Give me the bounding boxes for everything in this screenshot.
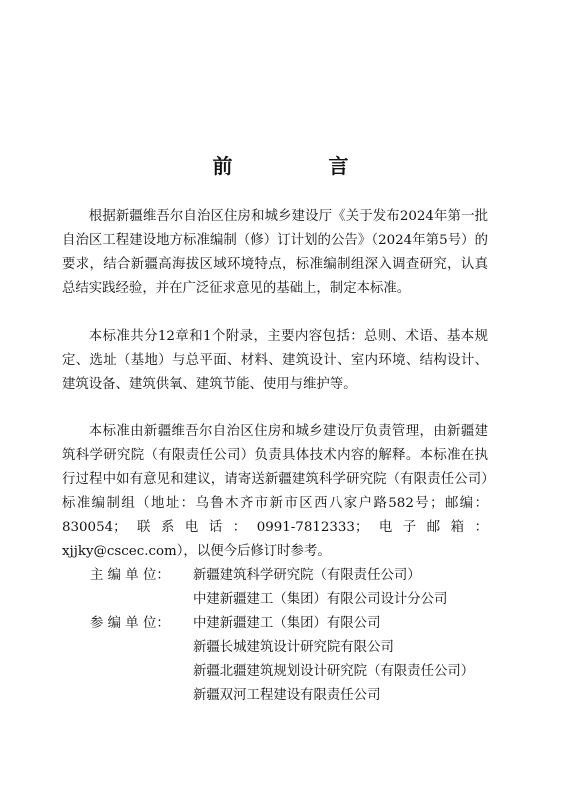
paragraph-management: 本标准由新疆维吾尔自治区住房和城乡建设厅负责管理，由新疆建筑科学研究院（有限责任公司）负责具体技术内容的解释。本标准在执行过程中如有意见和建议，请寄送新疆建筑科学研究院（有限责任公司）标准编制组（地址：乌鲁木齐市新市区西八家户路582号；邮编：830054；联系电话：0991-7812333；电子邮箱：xjjky@cscec.com），以便今后修订时参考。 (62, 424, 488, 559)
participating-unit-row (90, 684, 380, 708)
participating-unit-name: 中建新疆建工（集团）有限公司 (193, 616, 381, 631)
page-title: 前 言 (212, 154, 387, 178)
participating-unit-name: 新疆长城建筑设计研究院有限公司 (193, 640, 394, 655)
participating-unit-row (90, 612, 380, 636)
participating-units-label: 参 编 单 位： (90, 616, 170, 631)
chief-unit-name: 新疆建筑科学研究院（有限责任公司） (193, 568, 421, 583)
participating-unit-row (90, 636, 394, 660)
paragraph-basis: 根据新疆维吾尔自治区住房和城乡建设厅《关于发布2024年第一批自治区工程建设地方标准编制（修）订计划的公告》（2024年第5号）的要求，结合新疆高海拔区域环境特点，标准编制组深入调查研究，认真总结实践经验，并在广泛征求意见的基础上，制定本标准。 (62, 209, 488, 296)
participating-unit-name: 新疆北疆建筑规划设计研究院（有限责任公司） (193, 664, 475, 679)
participating-unit-name: 新疆双河工程建设有限责任公司 (193, 688, 381, 703)
participating-unit-row (90, 660, 474, 684)
chief-units-label: 主 编 单 位： (90, 568, 170, 583)
chief-unit-name: 中建新疆建工（集团）有限公司设计分公司 (193, 592, 448, 607)
paragraph-contents: 本标准共分12章和1个附录，主要内容包括：总则、术语、基本规定、选址（基地）与总平面、材料、建筑设计、室内环境、结构设计、建筑设备、建筑供氧、建筑节能、使用与维护等。 (62, 329, 488, 392)
chief-unit-row (90, 564, 421, 588)
chief-unit-row (90, 588, 447, 612)
